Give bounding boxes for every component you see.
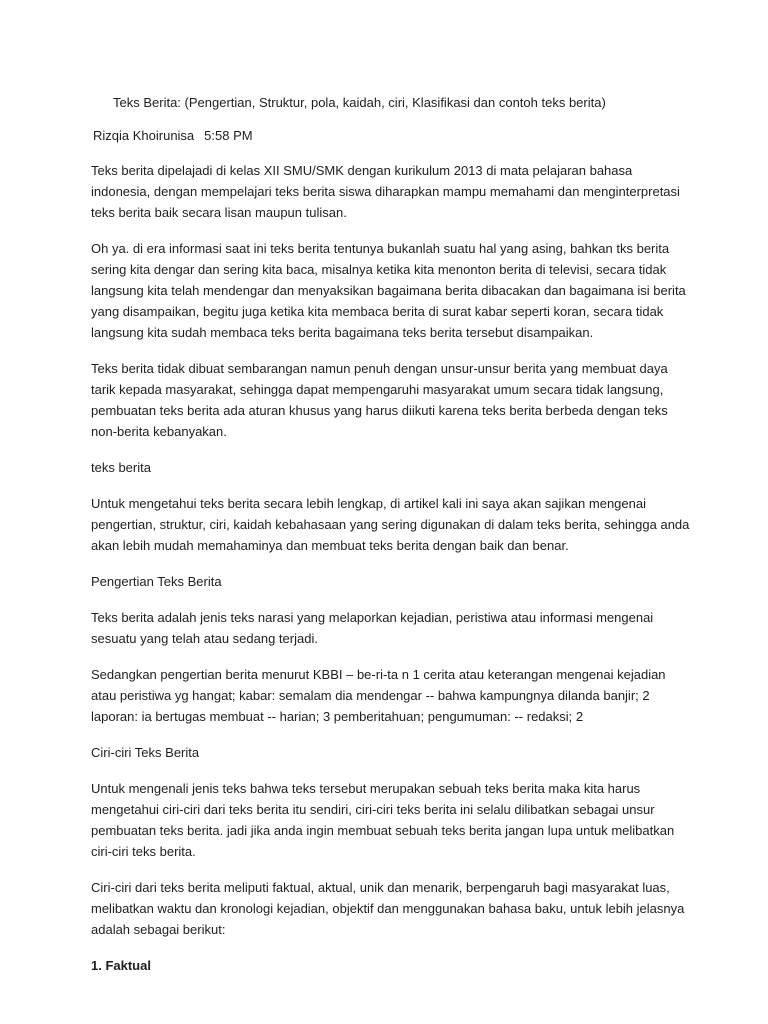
paragraph-intro: Teks berita dipelajadi di kelas XII SMU/SMK dengan kurikulum 2013 di mata pelajaran bahasa indonesia, dengan mempelajari teks berita siswa diharapkan mampu memahami dan menginterpretasi teks berita baik secara lisan maupun tulisan.	[91, 163, 680, 220]
post-time: 5:58 PM	[204, 128, 253, 143]
paragraph-unsur-berita: Teks berita tidak dibuat sembarangan namun penuh dengan unsur-unsur berita yang membuat daya tarik kepada masyarakat, sehingga dapat mempengaruhi masyarakat umum secara tidak langsung, pembuatan teks berita ada aturan khusus yang harus diikuti karena teks berita berbeda dengan teks non-berita kebanyakan.	[91, 361, 668, 439]
document-body	[91, 92, 691, 976]
paragraph-era-informasi: Oh ya. di era informasi saat ini teks berita tentunya bukanlah suatu hal yang asing, bahkan tks berita sering kita dengar dan sering kita baca, misalnya ketika kita menonton berita di televisi, secara tidak langsung kita telah mendengar dan menyaksikan bagaimana berita dibacakan dan bagaimana isi berita yang disampaikan, begitu juga ketika kita membaca berita di surat kabar seperti koran, secara tidak langsung kita sudah membaca teks berita bagaimana teks berita tersebut disampaikan.	[91, 241, 686, 340]
paragraph-ciri-intro: Untuk mengenali jenis teks bahwa teks tersebut merupakan sebuah teks berita maka kita harus mengetahui ciri-ciri dari teks berita itu sendiri, ciri-ciri teks berita ini selalu dilibatkan sebagai unsur pembuatan teks berita. jadi jika anda ingin membuat sebuah teks berita jangan lupa untuk melibatkan ciri-ciri teks berita.	[91, 781, 675, 859]
author-line	[93, 125, 691, 146]
paragraph-definition: Teks berita adalah jenis teks narasi yang melaporkan kejadian, peristiwa atau informasi mengenai sesuatu yang telah atau sedang terjadi.	[91, 610, 654, 646]
heading-ciri-ciri: Ciri-ciri Teks Berita	[91, 745, 200, 760]
paragraph-ciri-list: Ciri-ciri dari teks berita meliputi faktual, aktual, unik dan menarik, berpengaruh bagi masyarakat luas, melibatkan waktu dan kronologi kejadian, objektif dan menggunakan bahasa baku, untuk lebih jelasnya adalah sebagai berikut:	[91, 880, 685, 937]
paragraph-kbbi-definition: Sedangkan pengertian berita menurut KBBI – be-ri-ta n 1 cerita atau keterangan mengenai kejadian atau peristiwa yg hangat; kabar: semalam dia mendengar -- bahwa kampungnya dilanda banjir; 2 laporan: ia bertugas membuat -- harian; 3 pemberitahuan; pengumuman: -- redaksi; 2	[91, 667, 666, 724]
paragraph-article-overview: Untuk mengetahui teks berita secara lebih lengkap, di artikel kali ini saya akan sajikan mengenai pengertian, struktur, ciri, kaidah kebahasaan yang sering digunakan di dalam teks berita, sehingga anda akan lebih mudah memahaminya dan membuat teks berita dengan baik dan benar.	[91, 496, 690, 553]
author-name: Rizqia Khoirunisa	[93, 128, 195, 143]
document-title: Teks Berita: (Pengertian, Struktur, pola, kaidah, ciri, Klasifikasi dan contoh teks berita)	[113, 95, 606, 110]
list-item-faktual: 1. Faktual	[91, 958, 151, 973]
section-label-teks-berita: teks berita	[91, 460, 151, 475]
heading-pengertian: Pengertian Teks Berita	[91, 574, 222, 589]
